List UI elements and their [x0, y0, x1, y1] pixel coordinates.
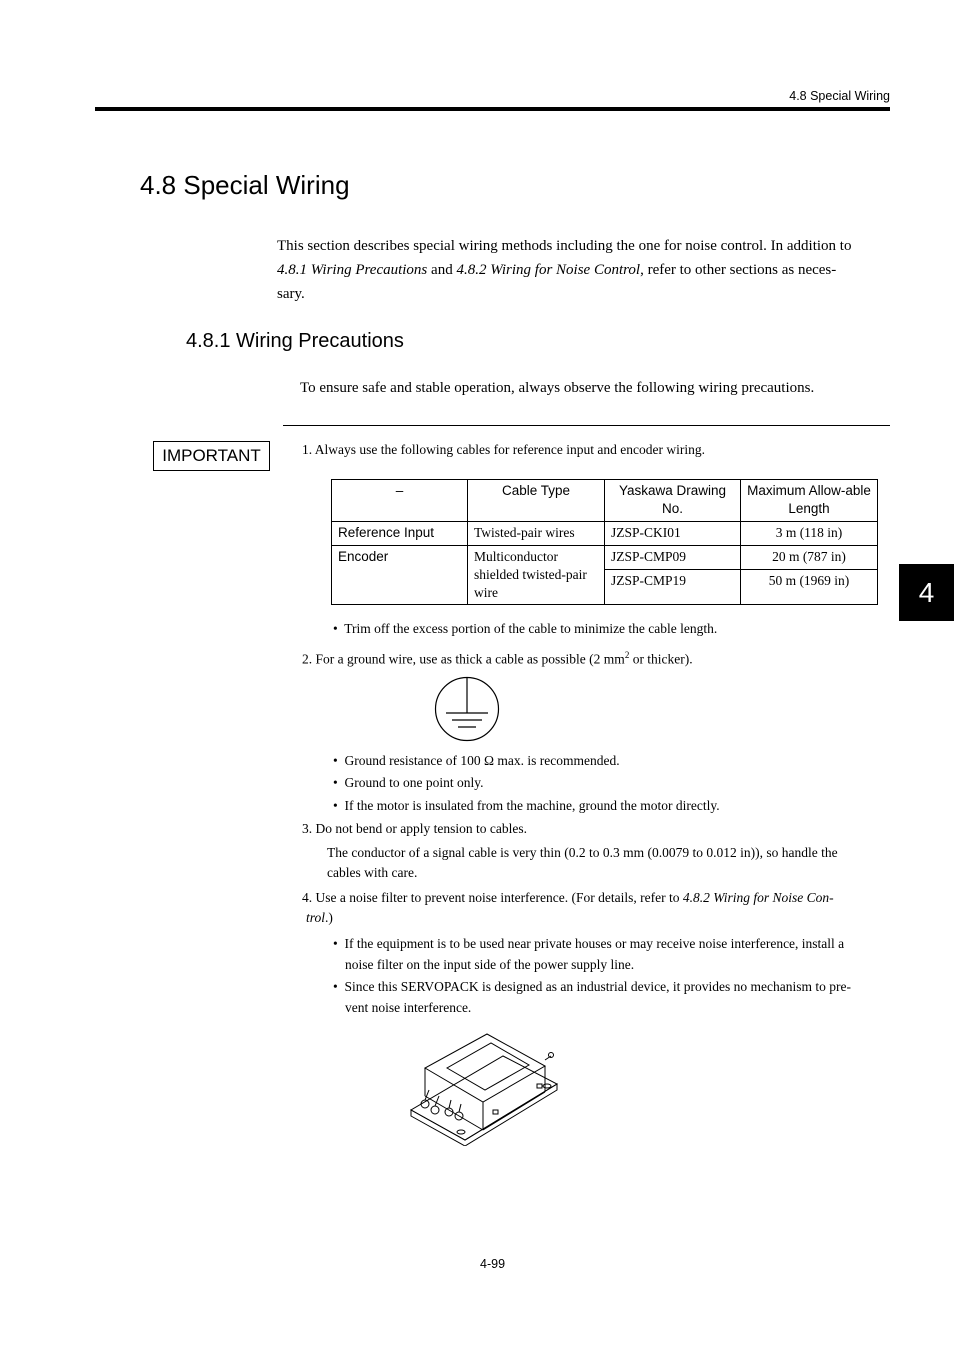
intro-text-2: , refer to other sections as neces-: [640, 262, 837, 278]
ground-symbol-icon: [432, 675, 502, 745]
intro-text-1: This section describes special wiring methods including the one for noise control. In addition to: [277, 238, 852, 254]
bullet-text: If the motor is insulated from the machine, ground the motor directly.: [344, 798, 720, 813]
item-4-ref-cont: trol: [306, 910, 326, 925]
intro-and: and: [427, 262, 457, 278]
bullet-text: Ground to one point only.: [344, 775, 484, 790]
item-1: 1. Always use the following cables for reference input and encoder wiring.: [302, 442, 705, 457]
header-cell: Yaskawa Drawing No.: [605, 480, 741, 522]
table-cell: JZSP-CKI01: [605, 522, 741, 546]
intro-text-3: sary.: [277, 286, 305, 302]
table-cell: JZSP-CMP09: [605, 546, 741, 570]
important-label: IMPORTANT: [153, 441, 270, 471]
table-cell: JZSP-CMP19: [605, 570, 741, 605]
table-cell: 50 m (1969 in): [741, 570, 878, 605]
table-cell: 3 m (118 in): [741, 522, 878, 546]
table-cell: 20 m (787 in): [741, 546, 878, 570]
bullet-item: • If the equipment is to be used near private houses or may receive noise interference, install a noise filter on the input side of the power supply line.: [333, 936, 845, 972]
intro-ref-noise-control: 4.8.2 Wiring for Noise Control: [456, 262, 641, 278]
noise-filter-illustration-icon: [405, 1028, 560, 1146]
item-2: [302, 645, 693, 670]
item-2-text-end: or thicker).: [629, 651, 693, 667]
bullet-text: If the equipment is to be used near private houses or may receive noise interference, install a: [344, 936, 845, 951]
table-cell: Reference Input: [332, 522, 468, 546]
table-row: [332, 546, 878, 570]
bullet-item: • Ground resistance of 100 Ω max. is recommended.: [333, 753, 620, 768]
table-cell: Encoder: [332, 546, 468, 605]
superscript: 2: [624, 650, 630, 660]
bullet-text: Since this SERVOPACK is designed as an industrial device, it provides no mechanism to pre-: [344, 979, 851, 994]
header-rule: [95, 107, 890, 111]
item-4-text: 4. Use a noise filter to prevent noise interference. (For details, refer to: [302, 890, 683, 905]
item-4: [302, 888, 890, 928]
subsection-intro: To ensure safe and stable operation, always observe the following wiring precautions.: [300, 380, 815, 396]
bullet-text: noise filter on the input side of the power supply line.: [345, 957, 635, 972]
table-cell: Twisted-pair wires: [468, 522, 605, 546]
bullet-text: Ground resistance of 100 Ω max. is recommended.: [344, 753, 620, 768]
table-header-row: [332, 480, 878, 522]
bullet-text: vent noise interference.: [345, 1000, 472, 1015]
header-cell: Maximum Allow-able Length: [741, 480, 878, 522]
section-intro: [277, 234, 889, 306]
bullet-item: • Trim off the excess portion of the cable to minimize the cable length.: [333, 621, 718, 636]
bullet-text: Trim off the excess portion of the cable to minimize the cable length.: [344, 621, 718, 636]
bullet-item: • If the motor is insulated from the machine, ground the motor directly.: [333, 798, 720, 813]
table-row: [332, 522, 878, 546]
cable-table: [331, 479, 878, 605]
detail-line: The conductor of a signal cable is very thin (0.2 to 0.3 mm (0.0079 to 0.012 in)), so handle the: [327, 845, 838, 860]
item-2-text: 2. For a ground wire, use as thick a cable as possible (2 mm: [302, 651, 625, 667]
item-4-text-end: .): [325, 910, 333, 925]
intro-ref-wiring-precautions: 4.8.1 Wiring Precautions: [277, 262, 428, 278]
header-cell: Cable Type: [468, 480, 605, 522]
detail-line: cables with care.: [327, 865, 418, 880]
chapter-tab: 4: [899, 564, 954, 621]
divider-rule: [283, 425, 890, 426]
page-number: 4-99: [480, 1257, 506, 1271]
item-3-detail: [327, 843, 889, 883]
section-title: 4.8 Special Wiring: [140, 170, 350, 200]
header-cell: –: [332, 480, 468, 522]
item-4-ref: 4.8.2 Wiring for Noise Con-: [682, 890, 834, 905]
table-cell: Multiconductor shielded twisted-pair wire: [468, 546, 605, 605]
bullet-item: • Since this SERVOPACK is designed as an industrial device, it provides no mechanism to pre- vent noise interference.: [333, 979, 851, 1015]
bullet-item: • Ground to one point only.: [333, 775, 484, 790]
subsection-title: 4.8.1 Wiring Precautions: [186, 330, 404, 352]
running-header: 4.8 Special Wiring: [789, 89, 890, 103]
item-3: 3. Do not bend or apply tension to cables.: [302, 821, 527, 836]
